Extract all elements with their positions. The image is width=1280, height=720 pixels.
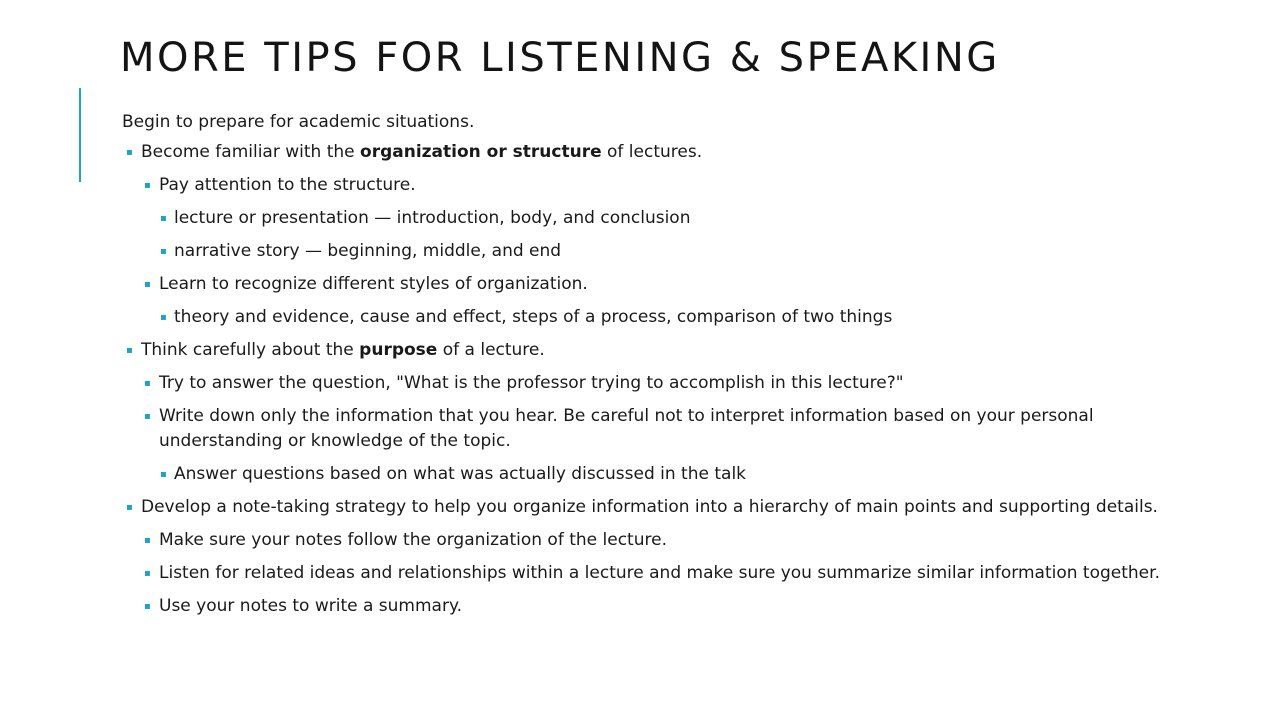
bullet-square-icon: ▪	[144, 180, 151, 191]
bullet-item-level-1	[122, 495, 1212, 520]
bullet-item-level-2	[122, 404, 1212, 454]
bullet-item-level-1	[122, 338, 1212, 363]
bullet-list	[122, 140, 1212, 619]
bullet-square-icon: ▪	[160, 312, 167, 323]
bullet-item-level-3	[122, 206, 1212, 231]
item-text: Think carefully about the	[141, 340, 360, 360]
accent-bar	[79, 88, 81, 182]
slide-title: MORE TIPS FOR LISTENING & SPEAKING	[120, 35, 1000, 81]
bullet-square-icon: ▪	[160, 213, 167, 224]
item-text: theory and evidence, cause and effect, steps of a process, comparison of two things	[174, 307, 893, 327]
intro-text: Begin to prepare for academic situations.	[122, 112, 475, 132]
bullet-item-level-2	[122, 561, 1212, 586]
item-text: of a lecture.	[437, 340, 545, 360]
item-text: Use your notes to write a summary.	[159, 596, 462, 616]
item-text: Listen for related ideas and relationships within a lecture and make sure you summarize similar information together.	[159, 563, 1160, 583]
bullet-item-level-3	[122, 462, 1212, 487]
bullet-item-level-2	[122, 272, 1212, 297]
item-text: Learn to recognize different styles of organization.	[159, 274, 588, 294]
bullet-square-icon: ▪	[144, 535, 151, 546]
bullet-square-icon: ▪	[144, 411, 151, 422]
bullet-item-level-2	[122, 528, 1212, 553]
bullet-square-icon: ▪	[126, 147, 133, 158]
bullet-item-level-1	[122, 140, 1212, 165]
item-text: Answer questions based on what was actually discussed in the talk	[174, 464, 747, 484]
item-text: Try to answer the question, "What is the professor trying to accomplish in this lecture?"	[159, 373, 904, 393]
emphasis-text: organization or structure	[360, 142, 602, 162]
bullet-item-level-2	[122, 173, 1212, 198]
item-text: Write down only the information that you hear. Be careful not to interpret information based on your personal understanding or knowledge of the topic.	[159, 406, 1094, 451]
bullet-item-level-3	[122, 305, 1212, 330]
item-text: Make sure your notes follow the organization of the lecture.	[159, 530, 667, 550]
bullet-square-icon: ▪	[126, 345, 133, 356]
bullet-square-icon: ▪	[160, 246, 167, 257]
bullet-square-icon: ▪	[144, 279, 151, 290]
bullet-item-level-2	[122, 371, 1212, 396]
item-text: narrative story — beginning, middle, and end	[174, 241, 562, 261]
bullet-item-level-2	[122, 594, 1212, 619]
emphasis-text: purpose	[359, 340, 438, 360]
slide-body	[122, 109, 1212, 627]
bullet-square-icon: ▪	[144, 601, 151, 612]
bullet-square-icon: ▪	[144, 378, 151, 389]
bullet-square-icon: ▪	[126, 502, 133, 513]
item-text: Pay attention to the structure.	[159, 175, 416, 195]
item-text: Develop a note-taking strategy to help you organize information into a hierarchy of main points and supporting details.	[141, 497, 1158, 517]
bullet-item-level-3	[122, 239, 1212, 264]
item-text: Become familiar with the	[141, 142, 361, 162]
bullet-square-icon: ▪	[160, 469, 167, 480]
bullet-square-icon: ▪	[144, 568, 151, 579]
item-text: lecture or presentation — introduction, body, and conclusion	[174, 208, 691, 228]
item-text: of lectures.	[601, 142, 703, 162]
